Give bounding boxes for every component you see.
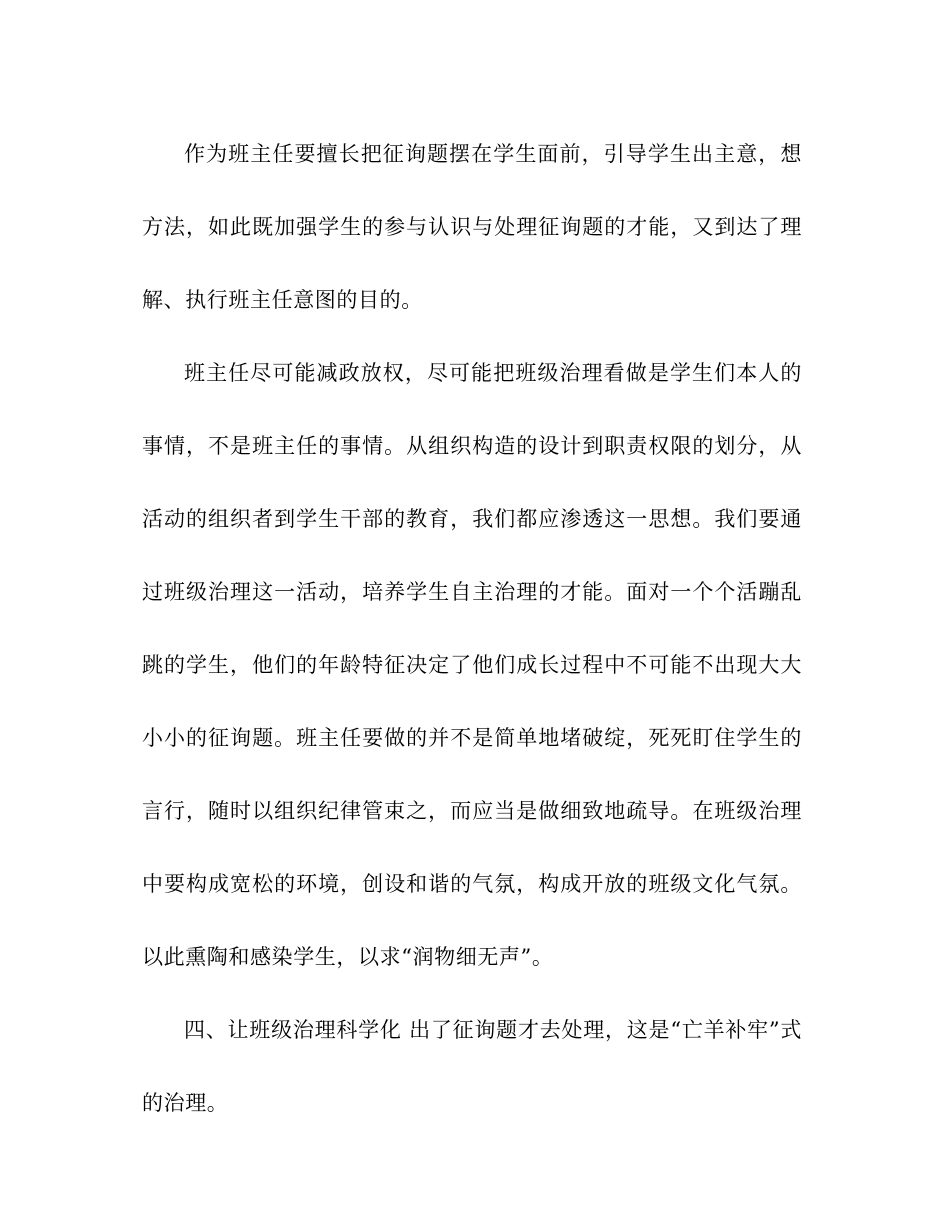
paragraph-2: 班主任尽可能减政放权，尽可能把班级治理看做是学生们本人的事情，不是班主任的事情。从组织构造的设计到职责权限的划分，从活动的组织者到学生干部的教育，我们都应渗透这一思想。我们要通过班级治理这一活动，培养学生自主治理的才能。面对一个个活蹦乱跳的学生，他们的年龄特征决定了他们成长过程中不可能不出现大大小小的征询题。班主任要做的并不是简单地堵破绽，死死盯住学生的言行，随时以组织纪律管束之，而应当是做细致地疏导。在班级治理中要构成宽松的环境，创设和谐的气氛，构成开放的班级文化气氛。以此熏陶和感染学生，以求“润物细无声”。 xyxy=(142,361,802,969)
paragraph-3: 四、让班级治理科学化 出了征询题才去处理，这是“亡羊补牢”式的治理。 xyxy=(142,1018,802,1115)
document-body xyxy=(142,118,802,1140)
paragraph-1: 作为班主任要擅长把征询题摆在学生面前，引导学生出主意，想方法，如此既加强学生的参与认识与处理征询题的才能，又到达了理解、执行班主任意图的目的。 xyxy=(142,142,802,312)
